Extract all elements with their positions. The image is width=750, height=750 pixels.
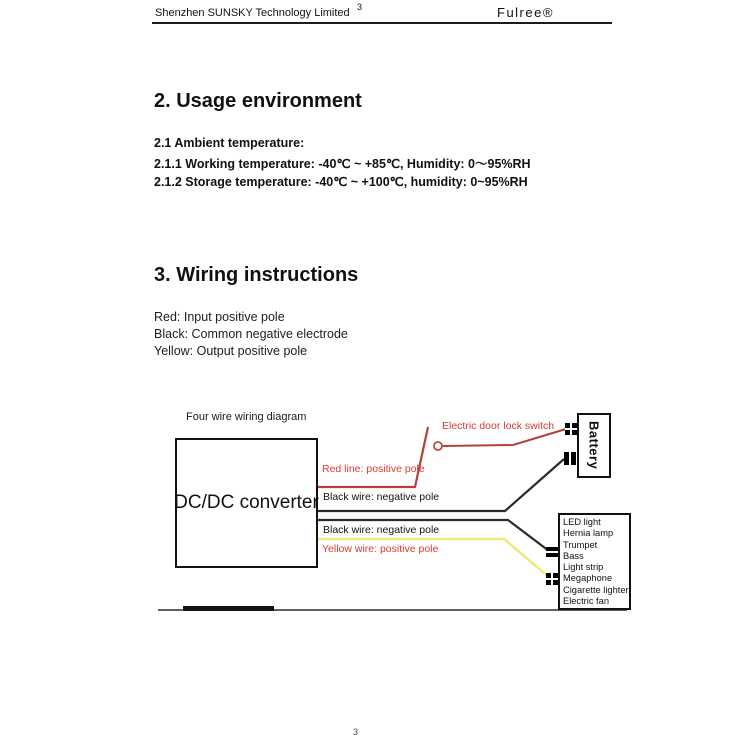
device-item: Cigarette lighter	[563, 584, 629, 595]
red-wire-label: Red line: positive pole	[322, 463, 425, 475]
dcdc-converter-box	[175, 438, 318, 568]
battery-negative-terminal-icon	[564, 452, 576, 465]
header-company: Shenzhen SUNSKY Technology Limited	[155, 7, 350, 19]
black-wire-battery-label: Black wire: negative pole	[323, 491, 440, 503]
section-3-title: 3. Wiring instructions	[154, 264, 359, 286]
battery-box	[577, 413, 611, 478]
device-item: Bass	[563, 550, 584, 561]
storage-temperature-line: 2.1.2 Storage temperature: -40℃ ~ +100℃, humidity: 0~95%RH	[154, 175, 528, 189]
header-brand: Fulree®	[497, 5, 554, 20]
device-item: Trumpet	[563, 539, 598, 550]
device-item: Light strip	[563, 562, 604, 573]
door-lock-switch-label: Electric door lock switch	[442, 420, 555, 432]
page-number: 3	[353, 727, 359, 737]
switch-contact-icon	[434, 442, 442, 450]
black-wire-devices-label: Black wire: negative pole	[323, 524, 440, 536]
black-wire-description: Black: Common negative electrode	[154, 327, 348, 341]
device-item: Megaphone	[563, 573, 613, 584]
diagram-title: Four wire wiring diagram	[186, 411, 307, 423]
working-temperature-line: 2.1.1 Working temperature: -40℃ ~ +85℃, Humidity: 0～95%RH	[154, 157, 531, 171]
device-negative-terminal-icon	[546, 547, 558, 557]
device-item: Electric fan	[563, 596, 609, 607]
red-wire	[318, 427, 428, 487]
device-positive-terminal-icon	[546, 573, 558, 585]
dcdc-converter-label: DC/DC converter	[174, 492, 319, 513]
section-2-title: 2. Usage environment	[154, 90, 362, 112]
yellow-wire-description: Yellow: Output positive pole	[154, 344, 308, 358]
ambient-temperature-line: 2.1 Ambient temperature:	[154, 136, 305, 150]
header-superscript: 3	[357, 2, 363, 12]
red-wire-description: Red: Input positive pole	[154, 310, 285, 324]
battery-positive-terminal-icon	[565, 423, 577, 435]
device-item: Hernia lamp	[563, 528, 614, 539]
device-item: LED light	[563, 517, 601, 527]
device-list-box	[558, 513, 631, 610]
baseline-thick-bar	[183, 606, 274, 611]
yellow-wire-label: Yellow wire: positive pole	[322, 543, 439, 555]
battery-label: Battery	[586, 421, 602, 470]
